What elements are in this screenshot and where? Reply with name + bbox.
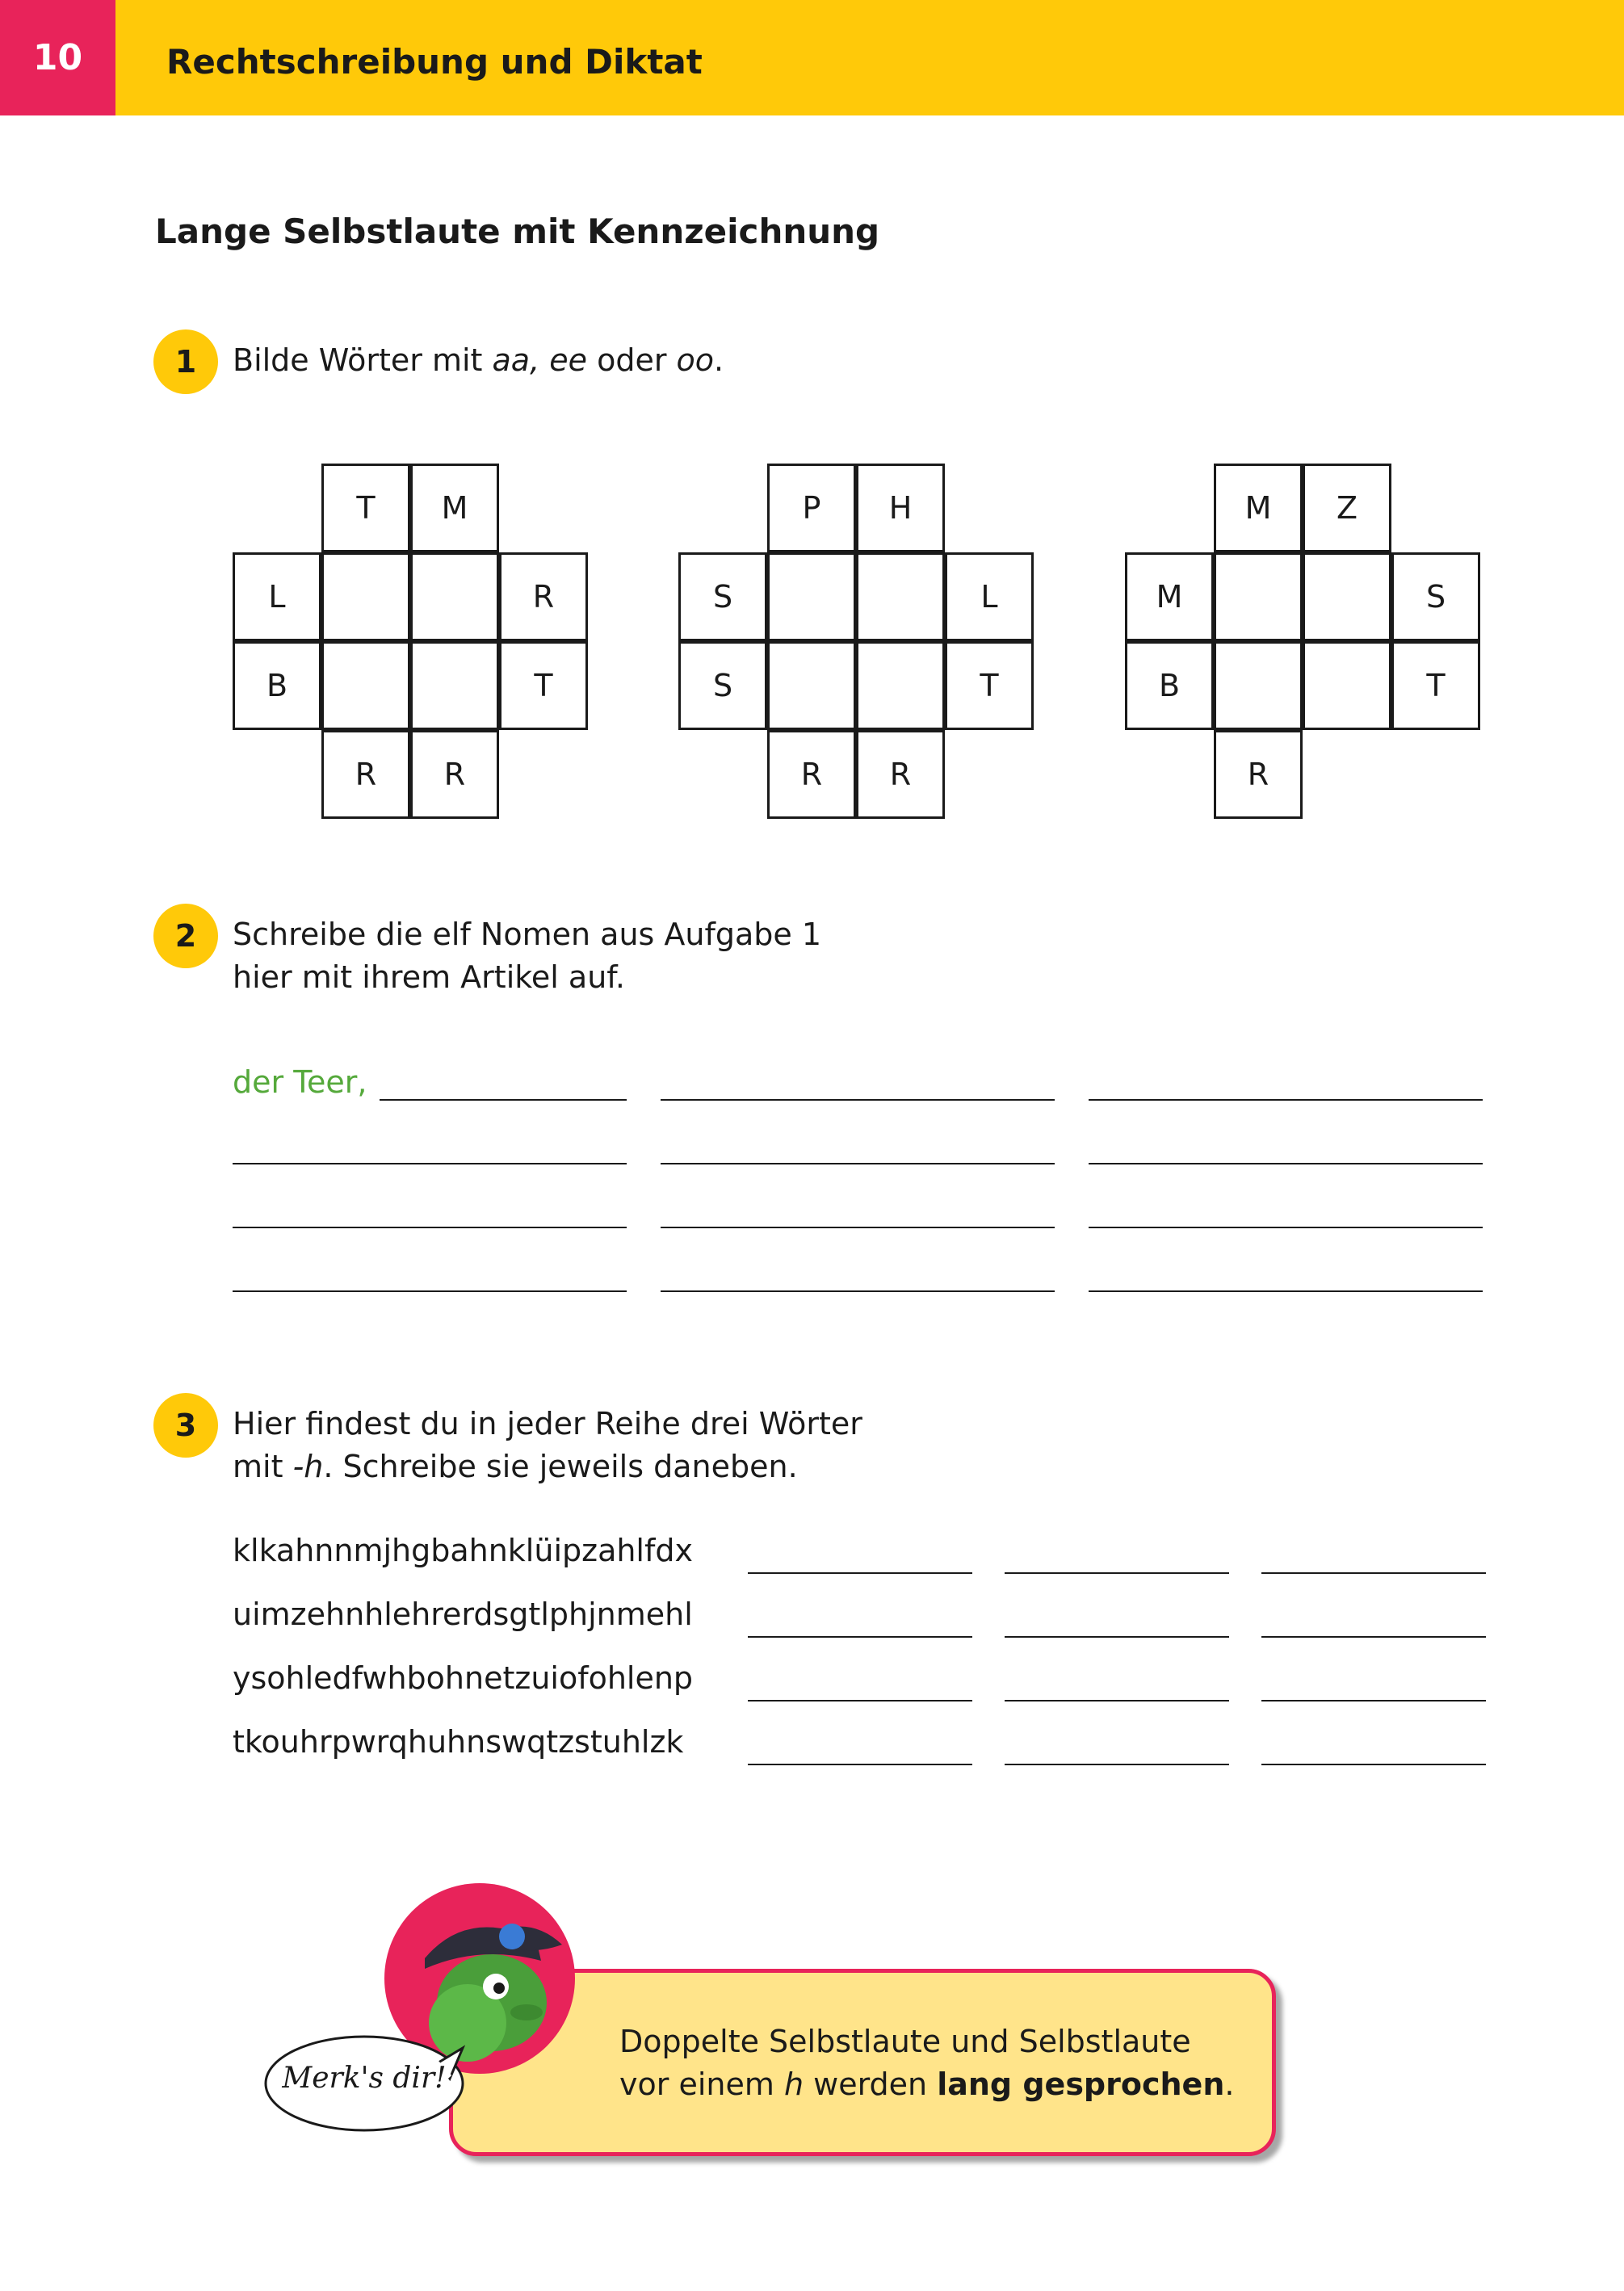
tip-text: Doppelte Selbstlaute und Selbstlaute vor einem h werden lang gesprochen. <box>619 2024 1235 2102</box>
grid-cell: H <box>856 464 945 552</box>
answer-line[interactable] <box>1005 1700 1229 1701</box>
grid-cell: M <box>410 464 499 552</box>
grid-cell: M <box>1214 464 1303 552</box>
grid-cell-empty[interactable] <box>767 552 856 641</box>
grid-cell: M <box>1125 552 1214 641</box>
grid-cell-empty[interactable] <box>1303 641 1391 730</box>
speech-bubble-text: Merk's dir! <box>282 2062 447 2095</box>
task-number-badge: 2 <box>153 904 218 968</box>
answer-line[interactable] <box>1261 1700 1486 1701</box>
answer-line[interactable] <box>661 1099 1055 1101</box>
letter-row: uimzehnhlehrerdsgtlphjnmehl <box>233 1597 693 1632</box>
section-title: Lange Selbstlaute mit Kennzeichnung <box>155 212 880 251</box>
grid-cell-empty[interactable] <box>321 641 410 730</box>
chapter-title: Rechtschreibung und Diktat <box>166 42 703 82</box>
grid-cell: R <box>321 730 410 819</box>
answer-line[interactable] <box>1261 1764 1486 1765</box>
answer-line[interactable] <box>1005 1636 1229 1638</box>
page-number: 10 <box>0 0 115 115</box>
answer-line[interactable] <box>1089 1227 1483 1228</box>
grid-cell: R <box>499 552 588 641</box>
answer-line[interactable] <box>233 1227 627 1228</box>
grid-cell: T <box>945 641 1034 730</box>
letter-row: ysohledfwhbohnetzuiofohlenp <box>233 1660 694 1696</box>
grid-cell: P <box>767 464 856 552</box>
grid-cell: L <box>945 552 1034 641</box>
task-number-badge: 1 <box>153 329 218 394</box>
task3-instruction: Hier findest du in jeder Reihe drei Wörter mit -h. Schreibe sie jeweils daneben. <box>233 1406 862 1484</box>
answer-line[interactable] <box>380 1099 627 1101</box>
grid-cell: R <box>856 730 945 819</box>
grid-cell-empty[interactable] <box>1214 641 1303 730</box>
task2-instruction: Schreibe die elf Nomen aus Aufgabe 1 hier mit ihrem Artikel auf. <box>233 917 822 995</box>
answer-line[interactable] <box>661 1163 1055 1164</box>
grid-cell: T <box>499 641 588 730</box>
grid-cell: Z <box>1303 464 1391 552</box>
answer-line[interactable] <box>661 1227 1055 1228</box>
grid-cell: R <box>767 730 856 819</box>
letter-row: klkahnnmjhgbahnklüipzahlfdx <box>233 1533 693 1568</box>
grid-cell-empty[interactable] <box>321 552 410 641</box>
grid-cell: S <box>1391 552 1480 641</box>
grid-cell: R <box>1214 730 1303 819</box>
answer-line[interactable] <box>1261 1636 1486 1638</box>
answer-line[interactable] <box>1089 1163 1483 1164</box>
answer-line[interactable] <box>1261 1572 1486 1574</box>
answer-line[interactable] <box>661 1290 1055 1292</box>
task1-instruction: Bilde Wörter mit aa, ee oder oo. <box>233 342 724 378</box>
grid-cell-empty[interactable] <box>767 641 856 730</box>
answer-line[interactable] <box>1089 1099 1483 1101</box>
grid-cell: T <box>321 464 410 552</box>
grid-cell: R <box>410 730 499 819</box>
grid-cell-empty[interactable] <box>856 641 945 730</box>
answer-line[interactable] <box>1005 1572 1229 1574</box>
answer-line[interactable] <box>233 1290 627 1292</box>
grid-cell-empty[interactable] <box>410 641 499 730</box>
grid-cell-empty[interactable] <box>856 552 945 641</box>
grid-cell: B <box>1125 641 1214 730</box>
grid-cell-empty[interactable] <box>410 552 499 641</box>
answer-line[interactable] <box>748 1636 972 1638</box>
answer-line[interactable] <box>233 1163 627 1164</box>
grid-cell: L <box>233 552 321 641</box>
answer-line[interactable] <box>1089 1290 1483 1292</box>
letter-row: tkouhrpwrqhuhnswqtzstuhlzk <box>233 1724 684 1760</box>
example-answer: der Teer, <box>233 1064 367 1100</box>
grid-cell: B <box>233 641 321 730</box>
grid-cell-empty[interactable] <box>1214 552 1303 641</box>
grid-cell-empty[interactable] <box>1303 552 1391 641</box>
answer-line[interactable] <box>748 1572 972 1574</box>
answer-line[interactable] <box>748 1764 972 1765</box>
grid-cell: S <box>678 552 767 641</box>
answer-line[interactable] <box>748 1700 972 1701</box>
grid-cell: T <box>1391 641 1480 730</box>
task-number-badge: 3 <box>153 1393 218 1458</box>
grid-cell: S <box>678 641 767 730</box>
answer-line[interactable] <box>1005 1764 1229 1765</box>
